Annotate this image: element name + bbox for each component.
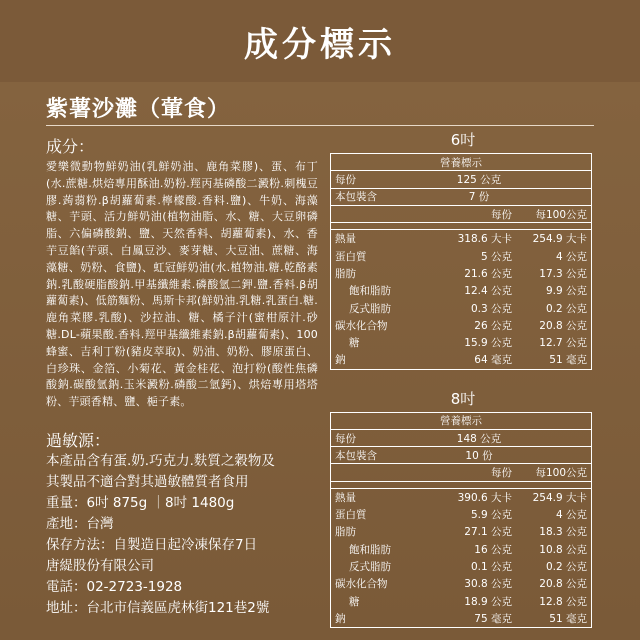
table-row xyxy=(331,593,591,610)
table-row xyxy=(331,541,591,558)
cell: 51 毫克 xyxy=(549,612,587,625)
caption-text: 營養標示 xyxy=(440,156,482,169)
cell: 18.9 公克 xyxy=(464,595,512,608)
serving-size: 125 公克 xyxy=(456,173,502,186)
cell: 4 公克 xyxy=(555,250,587,263)
cell: 21.6 公克 xyxy=(464,267,512,280)
table-row xyxy=(331,430,591,447)
col-header: 每份 xyxy=(491,467,512,480)
row-label: 碳水化合物 xyxy=(335,319,388,332)
row-label: 每份 xyxy=(335,173,356,186)
row-label: 碳水化合物 xyxy=(335,578,388,591)
table-row xyxy=(331,282,591,299)
cell: 16 公克 xyxy=(474,543,512,556)
nutrition-table xyxy=(330,412,592,629)
table-header-row xyxy=(331,464,591,481)
table-row xyxy=(331,351,591,368)
table-row xyxy=(331,299,591,316)
table-row xyxy=(331,171,591,188)
ingredients-heading: 成分： xyxy=(46,137,95,156)
table-row xyxy=(331,523,591,540)
row-label: 蛋白質 xyxy=(335,250,367,263)
cell: 27.1 公克 xyxy=(464,526,512,539)
table-caption xyxy=(331,413,591,430)
cell: 4 公克 xyxy=(555,509,587,522)
row-label: 反式脂肪 xyxy=(349,302,391,315)
table-row xyxy=(331,575,591,592)
cell: 9.9 公克 xyxy=(545,285,587,298)
phone-line: 電話：02-2723-1928 xyxy=(46,579,183,595)
serving-count: 7 份 xyxy=(468,191,490,204)
table-row xyxy=(331,489,591,506)
table-row xyxy=(331,506,591,523)
row-label: 飽和脂肪 xyxy=(349,285,391,298)
col-header: 每100公克 xyxy=(535,467,587,480)
cell: 12.7 公克 xyxy=(539,337,587,350)
table-row xyxy=(331,610,591,627)
cell: 0.2 公克 xyxy=(545,302,587,315)
row-label: 糖 xyxy=(349,595,360,608)
row-label: 反式脂肪 xyxy=(349,561,391,574)
row-label: 鈉 xyxy=(335,612,346,625)
allergen-line: 其製品不適合對其過敏體質者食用 xyxy=(46,474,249,490)
col-header: 每份 xyxy=(491,208,512,221)
row-label: 鈉 xyxy=(335,354,346,367)
cell: 51 毫克 xyxy=(549,354,587,367)
cell: 254.9 大卡 xyxy=(532,491,587,504)
allergen-section xyxy=(46,430,318,619)
cell: 20.8 公克 xyxy=(539,319,587,332)
row-label: 脂肪 xyxy=(335,267,356,280)
cell: 26 公克 xyxy=(474,319,512,332)
col-header: 每100公克 xyxy=(535,208,587,221)
allergen-line: 本產品含有蛋.奶.巧克力.麩質之穀物及 xyxy=(46,453,275,469)
cell: 20.8 公克 xyxy=(539,578,587,591)
header-banner xyxy=(0,0,640,82)
table-row xyxy=(331,230,591,247)
serving-size: 148 公克 xyxy=(456,432,502,445)
cell: 318.6 大卡 xyxy=(457,233,512,246)
table-row xyxy=(331,247,591,264)
row-label: 熱量 xyxy=(335,491,356,504)
nutrition-tables xyxy=(330,129,596,628)
table-header-row xyxy=(331,206,591,223)
cell: 12.8 公克 xyxy=(539,595,587,608)
table-row xyxy=(331,334,591,351)
cell: 10.8 公克 xyxy=(539,543,587,556)
row-label: 飽和脂肪 xyxy=(349,543,391,556)
row-label: 蛋白質 xyxy=(335,509,367,522)
row-label: 本包裝含 xyxy=(335,449,377,462)
cell: 75 毫克 xyxy=(474,612,512,625)
table-row xyxy=(331,558,591,575)
cell: 5 公克 xyxy=(480,250,512,263)
row-label: 本包裝含 xyxy=(335,191,377,204)
origin-line: 產地：台灣 xyxy=(46,516,114,532)
label-panel xyxy=(0,82,640,640)
table-row xyxy=(331,189,591,206)
nutrition-block-8 xyxy=(330,388,596,629)
nutrition-block-6 xyxy=(330,129,596,370)
cell: 254.9 大卡 xyxy=(532,233,587,246)
table-caption xyxy=(331,154,591,171)
row-label: 糖 xyxy=(349,337,360,350)
ingredients-text: 愛樂微動物鮮奶油(乳鮮奶油、鹿角菜膠)、蛋、布丁(水.蔗糖.烘焙專用酥油.奶粉.羥丙基磷酸二澱粉.刺槐豆膠.蒟蒻粉.β胡蘿蔔素.檸檬酸.香料.鹽)、牛奶、海藻糖、芋頭、活力鮮奶油(植物油脂、水、糖、大豆卵磷脂、六偏磷酸鈉、鹽、天然香料、胡蘿蔔素)、水、香芋豆餡(芋頭、白鳳豆沙、麥芽糖、大豆油、蔗糖、海藻糖、奶粉、食鹽)、虹冠鮮奶油(水.植物油.糖.乾酪素鈉.乳酸硬脂酸鈉.甲基纖維素.磷酸氫二鉀.鹽.香料.β胡蘿蔔素)、低筋麵粉、馬斯卡邦(鮮奶油.乳糖.乳蛋白.糖.鹿角菜膠.乳酸)、沙拉油、糖、橘子汁(蜜柑原汁.砂糖.DL-蘋果酸.香料.羥甲基纖維素鈉.β胡蘿蔔素)、100蜂蜜、吉利丁粉(豬皮萃取)、奶油、奶粉、膠原蛋白、白珍珠、金箔、小菊花、黃金桂花、泡打粉(酸性焦磷酸鈉.碳酸氫鈉.玉米澱粉.磷酸二氫鈣)、烘焙專用塔塔粉、芋頭香精、鹽、梔子素。 xyxy=(46,160,318,409)
cell: 18.3 公克 xyxy=(539,526,587,539)
row-label: 每份 xyxy=(335,432,356,445)
weight-line: 重量：6吋 875g ｜8吋 1480g xyxy=(46,495,235,511)
spacer xyxy=(331,482,591,489)
size-label: 8吋 xyxy=(450,389,476,408)
cell: 15.9 公克 xyxy=(464,337,512,350)
ingredients-section xyxy=(46,134,318,411)
table-row xyxy=(331,447,591,464)
cell: 0.3 公克 xyxy=(470,302,512,315)
page-title: 成分標示 xyxy=(244,24,396,65)
cell: 390.6 大卡 xyxy=(457,491,512,504)
title-divider xyxy=(46,125,594,126)
nutrition-table xyxy=(330,153,592,370)
cell: 17.3 公克 xyxy=(539,267,587,280)
spacer xyxy=(331,223,591,230)
address-line: 地址：台北市信義區虎林街121巷2號 xyxy=(46,600,270,616)
cell: 12.4 公克 xyxy=(464,285,512,298)
row-label: 脂肪 xyxy=(335,526,356,539)
caption-text: 營養標示 xyxy=(440,415,482,428)
cell: 5.9 公克 xyxy=(470,509,512,522)
cell: 64 毫克 xyxy=(474,354,512,367)
company-line: 唐緹股份有限公司 xyxy=(46,558,154,574)
cell: 0.1 公克 xyxy=(470,561,512,574)
size-label: 6吋 xyxy=(450,131,476,149)
table-row xyxy=(331,317,591,334)
product-title: 紫薯沙灘（葷食） xyxy=(46,97,231,122)
allergen-heading: 過敏源： xyxy=(46,431,111,450)
table-row xyxy=(331,265,591,282)
row-label: 熱量 xyxy=(335,233,356,246)
storage-line: 保存方法：自製造日起冷凍保存7日 xyxy=(46,537,258,553)
cell: 30.8 公克 xyxy=(464,578,512,591)
serving-count: 10 份 xyxy=(465,449,493,462)
cell: 0.2 公克 xyxy=(545,561,587,574)
